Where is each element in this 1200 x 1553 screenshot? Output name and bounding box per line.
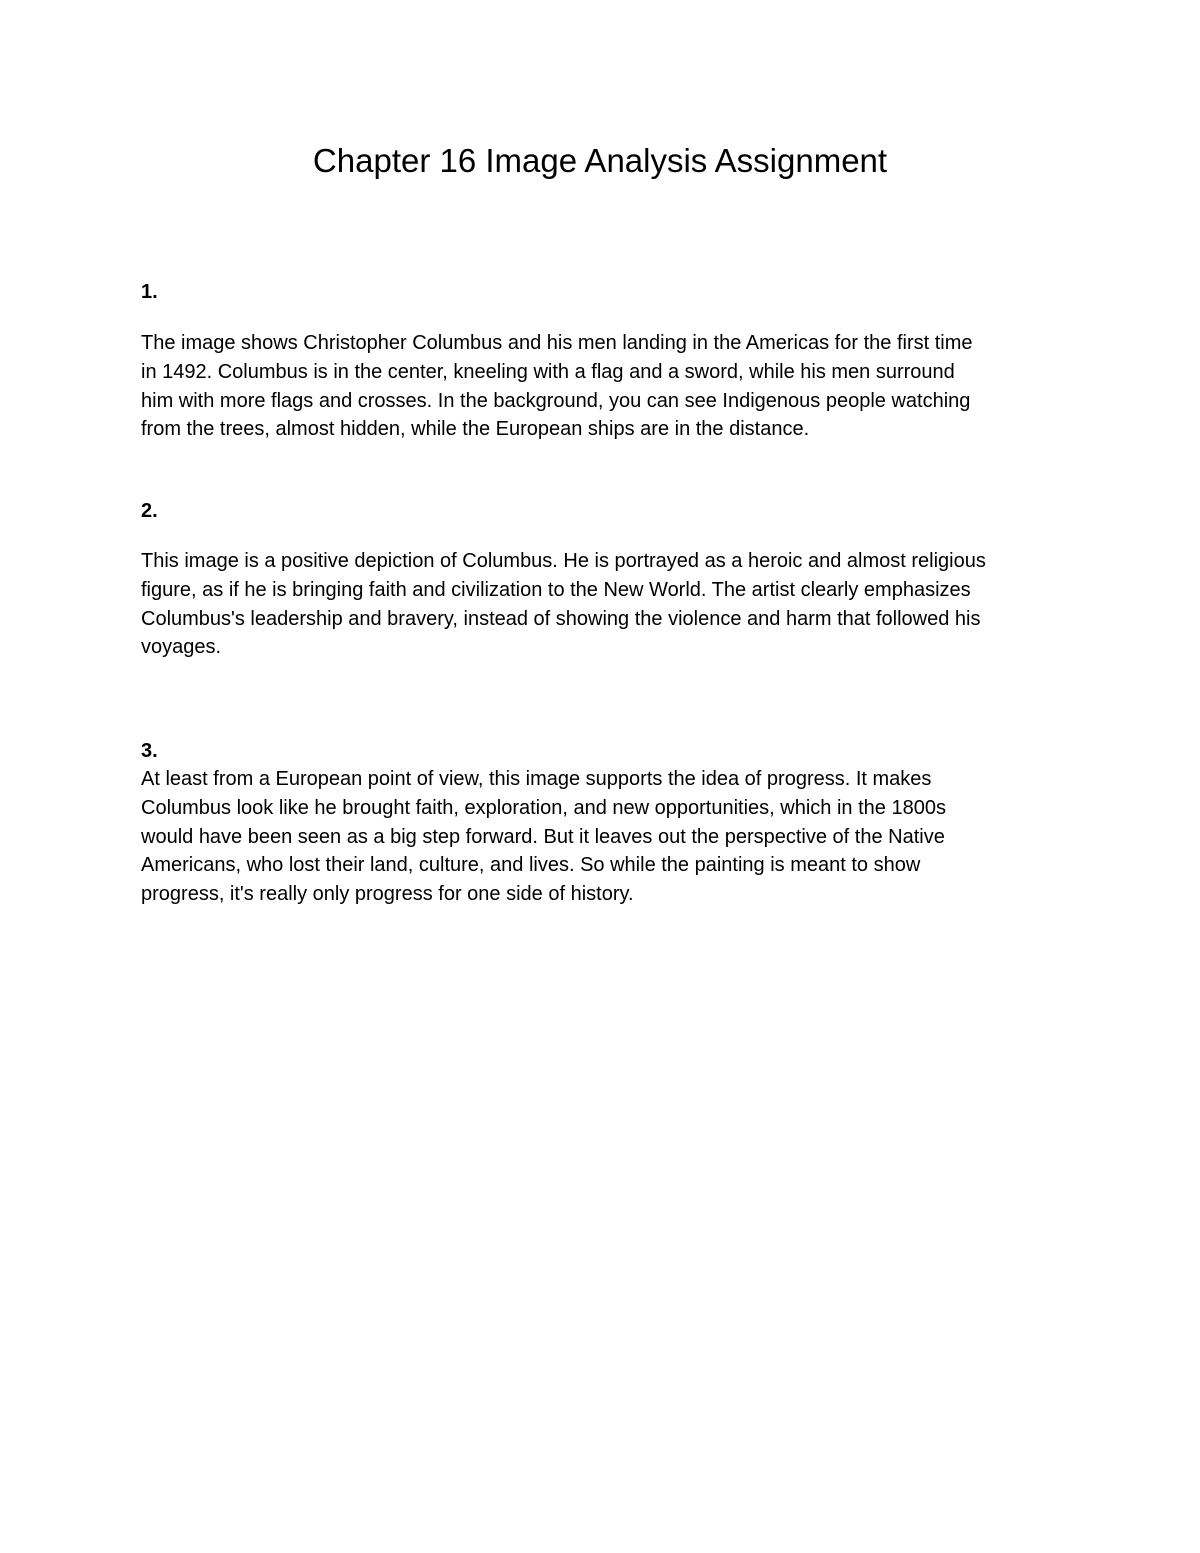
question-3-number: 3. bbox=[141, 740, 158, 762]
answer-line: This image is a positive depiction of Columbus. He is portrayed as a heroic and almost religious bbox=[141, 550, 986, 572]
answer-line: Columbus's leadership and bravery, instead of showing the violence and harm that followed his bbox=[141, 607, 981, 630]
answer-line: figure, as if he is bringing faith and civilization to the New World. The artist clearly emphasizes bbox=[141, 578, 971, 601]
answer-line: The image shows Christopher Columbus and his men landing in the Americas for the first time bbox=[141, 332, 973, 354]
answer-line: At least from a European point of view, this image supports the idea of progress. It makes bbox=[141, 768, 932, 790]
answer-line: from the trees, almost hidden, while the European ships are in the distance. bbox=[141, 418, 810, 441]
answer-line: him with more flags and crosses. In the background, you can see Indigenous people watching bbox=[141, 389, 971, 412]
document-title: Chapter 16 Image Analysis Assignment bbox=[312, 142, 888, 179]
answer-line: progress, it's really only progress for one side of history. bbox=[141, 883, 634, 906]
question-2-answer bbox=[141, 547, 1066, 662]
answer-line: would have been seen as a big step forward. But it leaves out the perspective of the Native bbox=[141, 825, 945, 848]
question-3-answer bbox=[141, 765, 1066, 909]
answer-line: in 1492. Columbus is in the center, kneeling with a flag and a sword, while his men surround bbox=[141, 360, 955, 383]
question-1-number: 1. bbox=[141, 281, 158, 303]
answer-line: Columbus look like he brought faith, exploration, and new opportunities, which in the 1800s bbox=[141, 796, 946, 819]
question-2-number: 2. bbox=[141, 500, 158, 522]
answer-line: voyages. bbox=[141, 636, 222, 659]
answer-line: Americans, who lost their land, culture, and lives. So while the painting is meant to show bbox=[141, 854, 921, 877]
question-1-answer bbox=[141, 329, 1066, 444]
